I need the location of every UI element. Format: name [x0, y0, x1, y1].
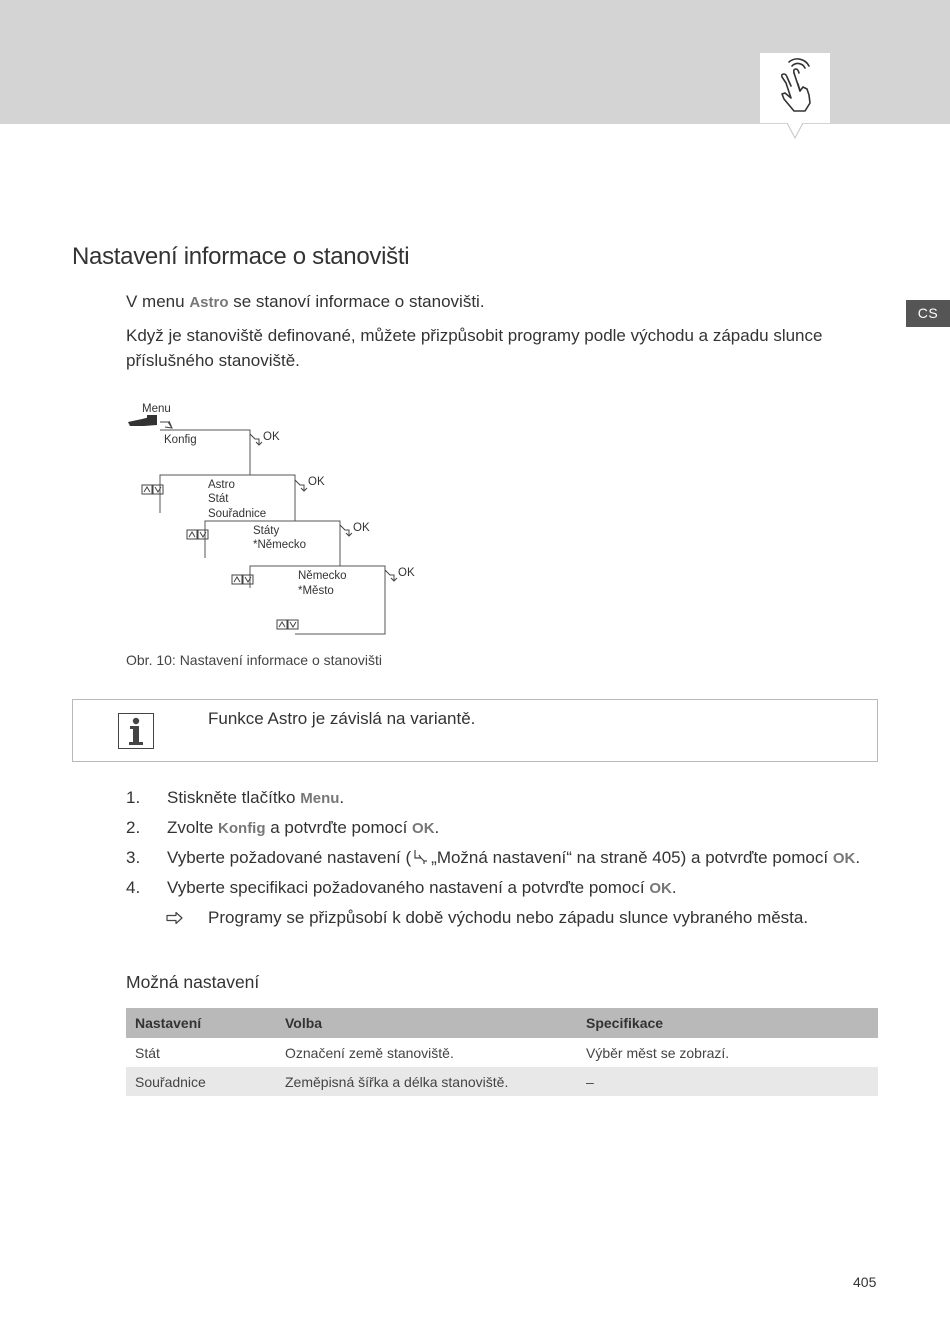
intro-text: se stanoví informace o stanovišti. [228, 292, 485, 311]
options-title: Možná nastavení [126, 972, 260, 992]
pointing-hand-icon [128, 415, 157, 426]
step-text: Vyberte specifikaci požadovaného nastavení a potvrďte pomocí [167, 878, 650, 897]
ok-label: OK [398, 567, 415, 579]
cross-reference-link[interactable]: „Možná nastavení“ na straně 405) a potvrďte pomocí [431, 848, 833, 867]
table-cell: Stát [135, 1044, 160, 1061]
step-text: Stiskněte tlačítko [167, 788, 301, 807]
box2-line: Astro [208, 479, 235, 491]
header-cell: Volba [276, 1008, 577, 1038]
menu-navigation-diagram [120, 395, 430, 640]
box1-line: Konfig [164, 434, 197, 446]
table-cell: Označení země stanoviště. [285, 1044, 454, 1061]
table-cell: – [577, 1067, 878, 1096]
ui-term: Konfig [218, 820, 266, 837]
step-number: 1. [126, 788, 141, 807]
box2-line: Souřadnice [208, 508, 267, 520]
step-text: . [671, 878, 677, 897]
table-row [126, 1038, 878, 1067]
box3-line: Státy [253, 525, 280, 537]
info-note [72, 699, 878, 762]
ui-term: OK [412, 820, 435, 837]
ok-arrow-icon [340, 525, 352, 536]
menu-term-astro: Astro [189, 294, 229, 311]
step-text: . [855, 848, 861, 867]
ui-term: Menu [300, 790, 340, 807]
language-tab: CS [906, 300, 950, 327]
tab-pointer [787, 123, 803, 139]
menu-label: Menu [142, 403, 171, 415]
figure-caption: Obr. 10: Nastavení informace o stanovišti [126, 652, 383, 668]
ok-arrow-icon [295, 480, 307, 491]
box4-line: Německo [298, 570, 347, 582]
section-title: Nastavení informace o stanovišti [72, 243, 410, 270]
step-number: 3. [126, 848, 141, 867]
header-cell: Specifikace [577, 1008, 878, 1038]
box2-line: Stát [208, 493, 229, 505]
options-table [126, 1008, 878, 1096]
table-cell: Výběr měst se zobrazí. [586, 1044, 730, 1061]
ui-term: OK [649, 880, 672, 897]
info-icon [118, 713, 154, 749]
step-text: . [339, 788, 345, 807]
box3-line: *Německo [253, 539, 307, 551]
table-header-row [126, 1008, 878, 1038]
intro-line-1 [126, 289, 871, 315]
ok-label: OK [308, 476, 325, 488]
ok-arrow-icon [250, 434, 262, 445]
result-arrow-icon [166, 911, 184, 925]
step-number: 4. [126, 878, 141, 897]
intro-line-2: Když je stanoviště definované, můžete přizpůsobit programy podle východu a západu slunce příslušného stanoviště. [126, 326, 823, 370]
header-cell: Nastavení [126, 1008, 276, 1038]
ok-arrow-icon [385, 570, 397, 581]
note-text: Funkce Astro je závislá na variantě. [208, 709, 476, 728]
ok-label: OK [353, 522, 370, 534]
step-text: . [434, 818, 440, 837]
intro-text: V menu [126, 292, 190, 311]
up-down-keys-icon [277, 620, 298, 629]
box4-line: *Město [298, 585, 334, 597]
step-number: 2. [126, 818, 141, 837]
table-row [126, 1067, 878, 1096]
page-number: 405 [853, 1274, 877, 1290]
step-text: a potvrďte pomocí [265, 818, 413, 837]
table-cell: Zeměpisná šířka a délka stanoviště. [276, 1067, 577, 1096]
cross-reference-icon [413, 849, 429, 865]
step-text: Zvolte [167, 818, 219, 837]
hand-tap-icon [760, 53, 830, 123]
ui-term: OK [832, 850, 856, 867]
step-text: Vyberte požadované nastavení ( [167, 848, 412, 867]
ok-label: OK [263, 431, 280, 443]
result-text: Programy se přizpůsobí k době východu nebo západu slunce vybraného města. [208, 908, 809, 927]
table-cell: Souřadnice [126, 1067, 276, 1096]
